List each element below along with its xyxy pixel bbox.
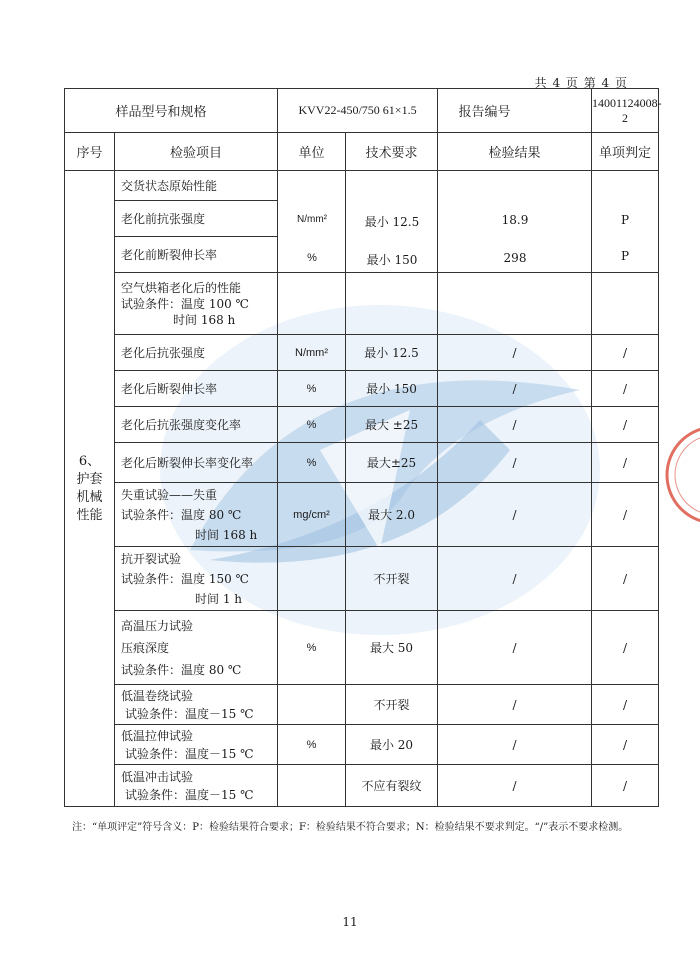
model-label: 样品型号和规格 xyxy=(65,89,278,133)
info-row xyxy=(65,89,659,133)
table-row: 失重试验——失重 试验条件：温度 80 ℃ 时间 168 h mg/cm² 最大 2.0 / / xyxy=(65,483,659,547)
group-title: 失重试验——失重 试验条件：温度 80 ℃ 时间 168 h xyxy=(115,483,278,547)
group-title: 交货状态原始性能 xyxy=(115,171,278,201)
section-label: 6、 护套 机械 性能 xyxy=(65,171,115,807)
g1-r1-result: 18.9 xyxy=(501,213,529,227)
page-number: 11 xyxy=(342,915,358,929)
col-requirement: 技术要求 xyxy=(346,133,438,171)
table-row: 老化前抗张强度 xyxy=(65,201,659,237)
g1-r1-judge: P xyxy=(620,213,630,227)
group-title: 高温压力试验 压痕深度 试验条件：温度 80 ℃ xyxy=(115,611,278,685)
group-title: 低温卷绕试验 试验条件：温度－15 ℃ xyxy=(115,685,278,725)
test-report-table xyxy=(64,88,662,807)
page-counter: 共 4 页 第 4 页 xyxy=(534,76,628,90)
group-title: 低温拉伸试验 试验条件：温度－15 ℃ xyxy=(115,725,278,765)
table-row: 抗开裂试验 试验条件：温度 150 ℃ 时间 1 h 不开裂 / / xyxy=(65,547,659,611)
col-unit: 单位 xyxy=(278,133,346,171)
g1-r1-unit: N/mm² xyxy=(297,214,327,225)
g1-r2-req: 最小 150 xyxy=(366,253,418,267)
col-item: 检验项目 xyxy=(115,133,278,171)
table-row xyxy=(65,171,659,201)
table-row: 老化后抗张强度变化率 % 最大 ±25 / / xyxy=(65,407,659,443)
g1-r2-judge: P xyxy=(620,249,630,263)
table-row: 低温卷绕试验 试验条件：温度－15 ℃ 不开裂 / / xyxy=(65,685,659,725)
table-row: 老化后断裂伸长率变化率 % 最大±25 / / xyxy=(65,443,659,483)
table-row xyxy=(65,273,659,335)
col-judgment: 单项判定 xyxy=(592,133,659,171)
model-value: KVV22-450/750 61×1.5 xyxy=(278,89,438,133)
g1-r2-result: 298 xyxy=(503,251,527,265)
g1-r1-req: 最小 12.5 xyxy=(364,215,420,229)
report-number-value: 14001124008-2 xyxy=(592,89,659,133)
group-title: 空气烘箱老化后的性能 试验条件：温度 100 ℃ 时间 168 h xyxy=(115,273,278,335)
g1-r2-unit: % xyxy=(307,252,317,264)
group-title: 抗开裂试验 试验条件：温度 150 ℃ 时间 1 h xyxy=(115,547,278,611)
col-result: 检验结果 xyxy=(438,133,592,171)
report-number-label: 报告编号 xyxy=(438,89,592,133)
table-row: 老化后断裂伸长率 % 最小 150 / / xyxy=(65,371,659,407)
table-row: 低温拉伸试验 试验条件：温度－15 ℃ % 最小 20 / / xyxy=(65,725,659,765)
header-row xyxy=(65,133,659,171)
red-seal-stamp xyxy=(660,420,700,530)
col-seq: 序号 xyxy=(65,133,115,171)
footnote: 注：“单项评定”符号含义：P：检验结果符合要求；F：检验结果不符合要求；N：检验结果不要求判定。“/”表示不要求检测。 xyxy=(72,822,629,833)
table-row: 低温冲击试验 试验条件：温度－15 ℃ 不应有裂纹 / / xyxy=(65,765,659,807)
table-row: 老化前断裂伸长率 xyxy=(65,237,659,273)
group-title: 低温冲击试验 试验条件：温度－15 ℃ xyxy=(115,765,278,807)
table-row: 老化后抗张强度 N/mm² 最小 12.5 / / xyxy=(65,335,659,371)
table-row: 高温压力试验 压痕深度 试验条件：温度 80 ℃ % 最大 50 / / xyxy=(65,611,659,685)
